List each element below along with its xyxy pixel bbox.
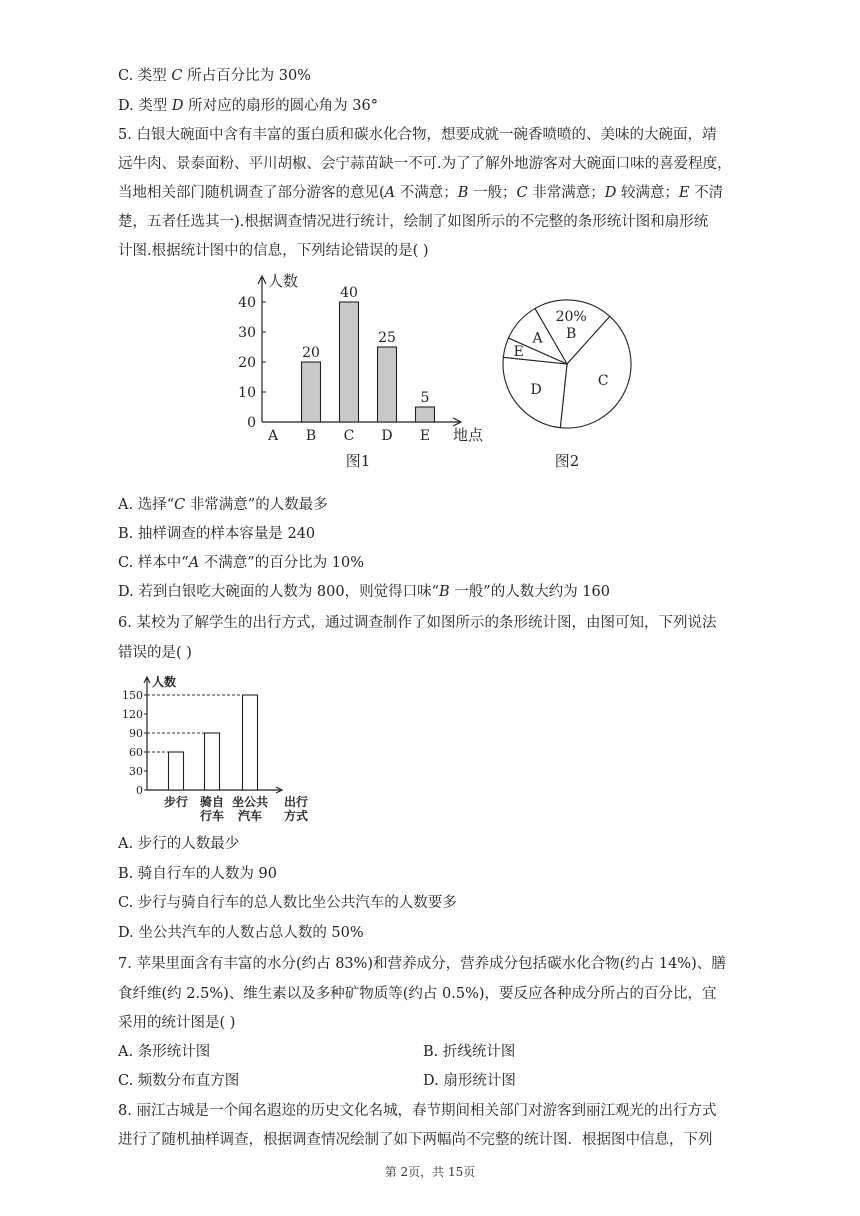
q6-stem-line-2: 错误的是( ) — [118, 645, 192, 661]
y-tick-label: 40 — [238, 295, 256, 311]
q5-option-b: B. 抽样调查的样本容量是 240 — [118, 526, 316, 542]
q6-bar-chart — [112, 670, 322, 830]
x-tick-label: 坐公共 — [231, 795, 269, 809]
chart1-ylabel: 人数 — [268, 272, 299, 290]
pie-label: D — [530, 381, 542, 398]
chart1-xlabel: 地点 — [452, 426, 484, 444]
q5-stem-line-3: 当地相关部门随机调查了部分游客的意见(𝐴 不满意；𝐵 一般；𝐶 非常满意；𝐷 较满意；𝐸 不清 — [118, 185, 724, 201]
x-tick-label: E — [419, 428, 431, 444]
q6-option-a: A. 步行的人数最少 — [118, 836, 240, 852]
pie-label: C — [597, 373, 609, 390]
q7-option-b: B. 折线统计图 — [423, 1044, 516, 1060]
y-tick-label: 0 — [247, 415, 256, 431]
y-tick-label: 0 — [136, 784, 143, 797]
q6-option-c: C. 步行与骑自行车的总人数比坐公共汽车的人数要多 — [118, 895, 457, 911]
q4-option-d: D. 类型 𝐷 所对应的扇形的圆心角为 36° — [118, 98, 378, 114]
q7-stem-line-1: 7. 苹果里面含有丰富的水分(约占 83%)和营养成分，营养成分包括碳水化合物(约占 14%)、膳 — [118, 956, 726, 972]
chart3-xlabel: 出行方式 — [284, 795, 309, 823]
q8-stem-line-2: 进行了随机抽样调查，根据调查情况绘制了如下两幅尚不完整的统计图．根据图中信息，下列 — [118, 1132, 713, 1148]
q6-stem-line-1: 6. 某校为了解学生的出行方式，通过调查制作了如图所示的条形统计图，由图可知，下列说法 — [118, 615, 717, 631]
y-tick-label: 30 — [129, 765, 143, 778]
q7-option-c: C. 频数分布直方图 — [118, 1073, 240, 1089]
x-tick-label: B — [305, 428, 317, 444]
q5-bar-chart — [220, 270, 490, 475]
pie-label: E — [513, 344, 524, 361]
x-tick-label: 行车 — [199, 809, 225, 823]
q5-option-c: C. 样本中“𝐴 不满意”的百分比为 10% — [118, 555, 365, 571]
page-footer: 第 2页，共 15页 — [384, 1165, 476, 1179]
q5-option-a: A. 选择“𝐶 非常满意”的人数最多 — [118, 497, 328, 513]
q7-stem-line-3: 采用的统计图是( ) — [118, 1015, 236, 1031]
bar — [378, 347, 397, 422]
y-tick-label: 150 — [122, 689, 143, 702]
q7-option-d: D. 扇形统计图 — [423, 1073, 516, 1089]
q7-option-a: A. 条形统计图 — [118, 1044, 211, 1060]
pie-label: 20% — [555, 309, 587, 326]
q5-pie-chart — [495, 290, 645, 475]
pie-label: B — [565, 326, 577, 343]
bar — [205, 733, 220, 790]
x-tick-label: 骑自 — [199, 795, 225, 809]
q5-option-d: D. 若到白银吃大碗面的人数为 800，则觉得口味“𝐵 一般”的人数大约为 160 — [118, 584, 610, 600]
q5-stem-line-1: 5. 白银大碗面中含有丰富的蛋白质和碳水化合物，想要成就一碗香喷喷的、美味的大碗面，靖 — [118, 127, 717, 143]
chart2-title: 图2 — [554, 452, 580, 470]
bar — [340, 302, 359, 422]
q4-option-c: C. 类型 𝐶 所占百分比为 30% — [118, 68, 311, 84]
bar — [169, 752, 184, 790]
bar — [243, 695, 258, 790]
x-tick-label: 汽车 — [237, 809, 263, 823]
x-tick-label: C — [343, 428, 355, 444]
data-label: 25 — [378, 330, 396, 346]
q5-stem-line-4: 楚，五者任选其一).根据调查情况进行统计，绘制了如图所示的不完整的条形统计图和扇形统 — [118, 214, 709, 230]
x-tick-label: A — [267, 428, 279, 444]
data-label: 20 — [302, 345, 320, 361]
q7-stem-line-2: 食纤维(约 2.5%)、维生素以及多种矿物质等(约占 0.5%)，要反应各种成分所占的百分比，宜 — [118, 986, 717, 1002]
y-tick-label: 60 — [129, 746, 143, 759]
bar — [302, 362, 321, 422]
q5-stem-line-2: 远牛肉、景泰面粉、平川胡椒、会宁蒜苗缺一不可.为了了解外地游客对大碗面口味的喜爱程度， — [118, 156, 732, 172]
y-tick-label: 90 — [129, 727, 143, 740]
chart1-title: 图1 — [345, 452, 371, 470]
x-tick-label: D — [381, 428, 393, 444]
data-label: 40 — [340, 285, 358, 301]
q5-stem-line-5: 计图.根据统计图中的信息，下列结论错误的是( ) — [118, 243, 429, 259]
q6-option-d: D. 坐公共汽车的人数占总人数的 50% — [118, 925, 364, 941]
x-tick-label: 步行 — [163, 795, 189, 809]
y-tick-label: 10 — [238, 385, 256, 401]
q6-option-b: B. 骑自行车的人数为 90 — [118, 866, 277, 882]
data-label: 5 — [420, 390, 430, 406]
y-tick-label: 30 — [238, 325, 256, 341]
pie-label: A — [532, 330, 543, 347]
y-tick-label: 20 — [238, 355, 256, 371]
chart3-ylabel: 人数 — [152, 675, 177, 689]
y-tick-label: 120 — [122, 708, 143, 721]
bar — [416, 407, 435, 422]
q8-stem-line-1: 8. 丽江古城是一个闻名遐迩的历史文化名城，春节期间相关部门对游客到丽江观光的出行方式 — [118, 1103, 717, 1119]
